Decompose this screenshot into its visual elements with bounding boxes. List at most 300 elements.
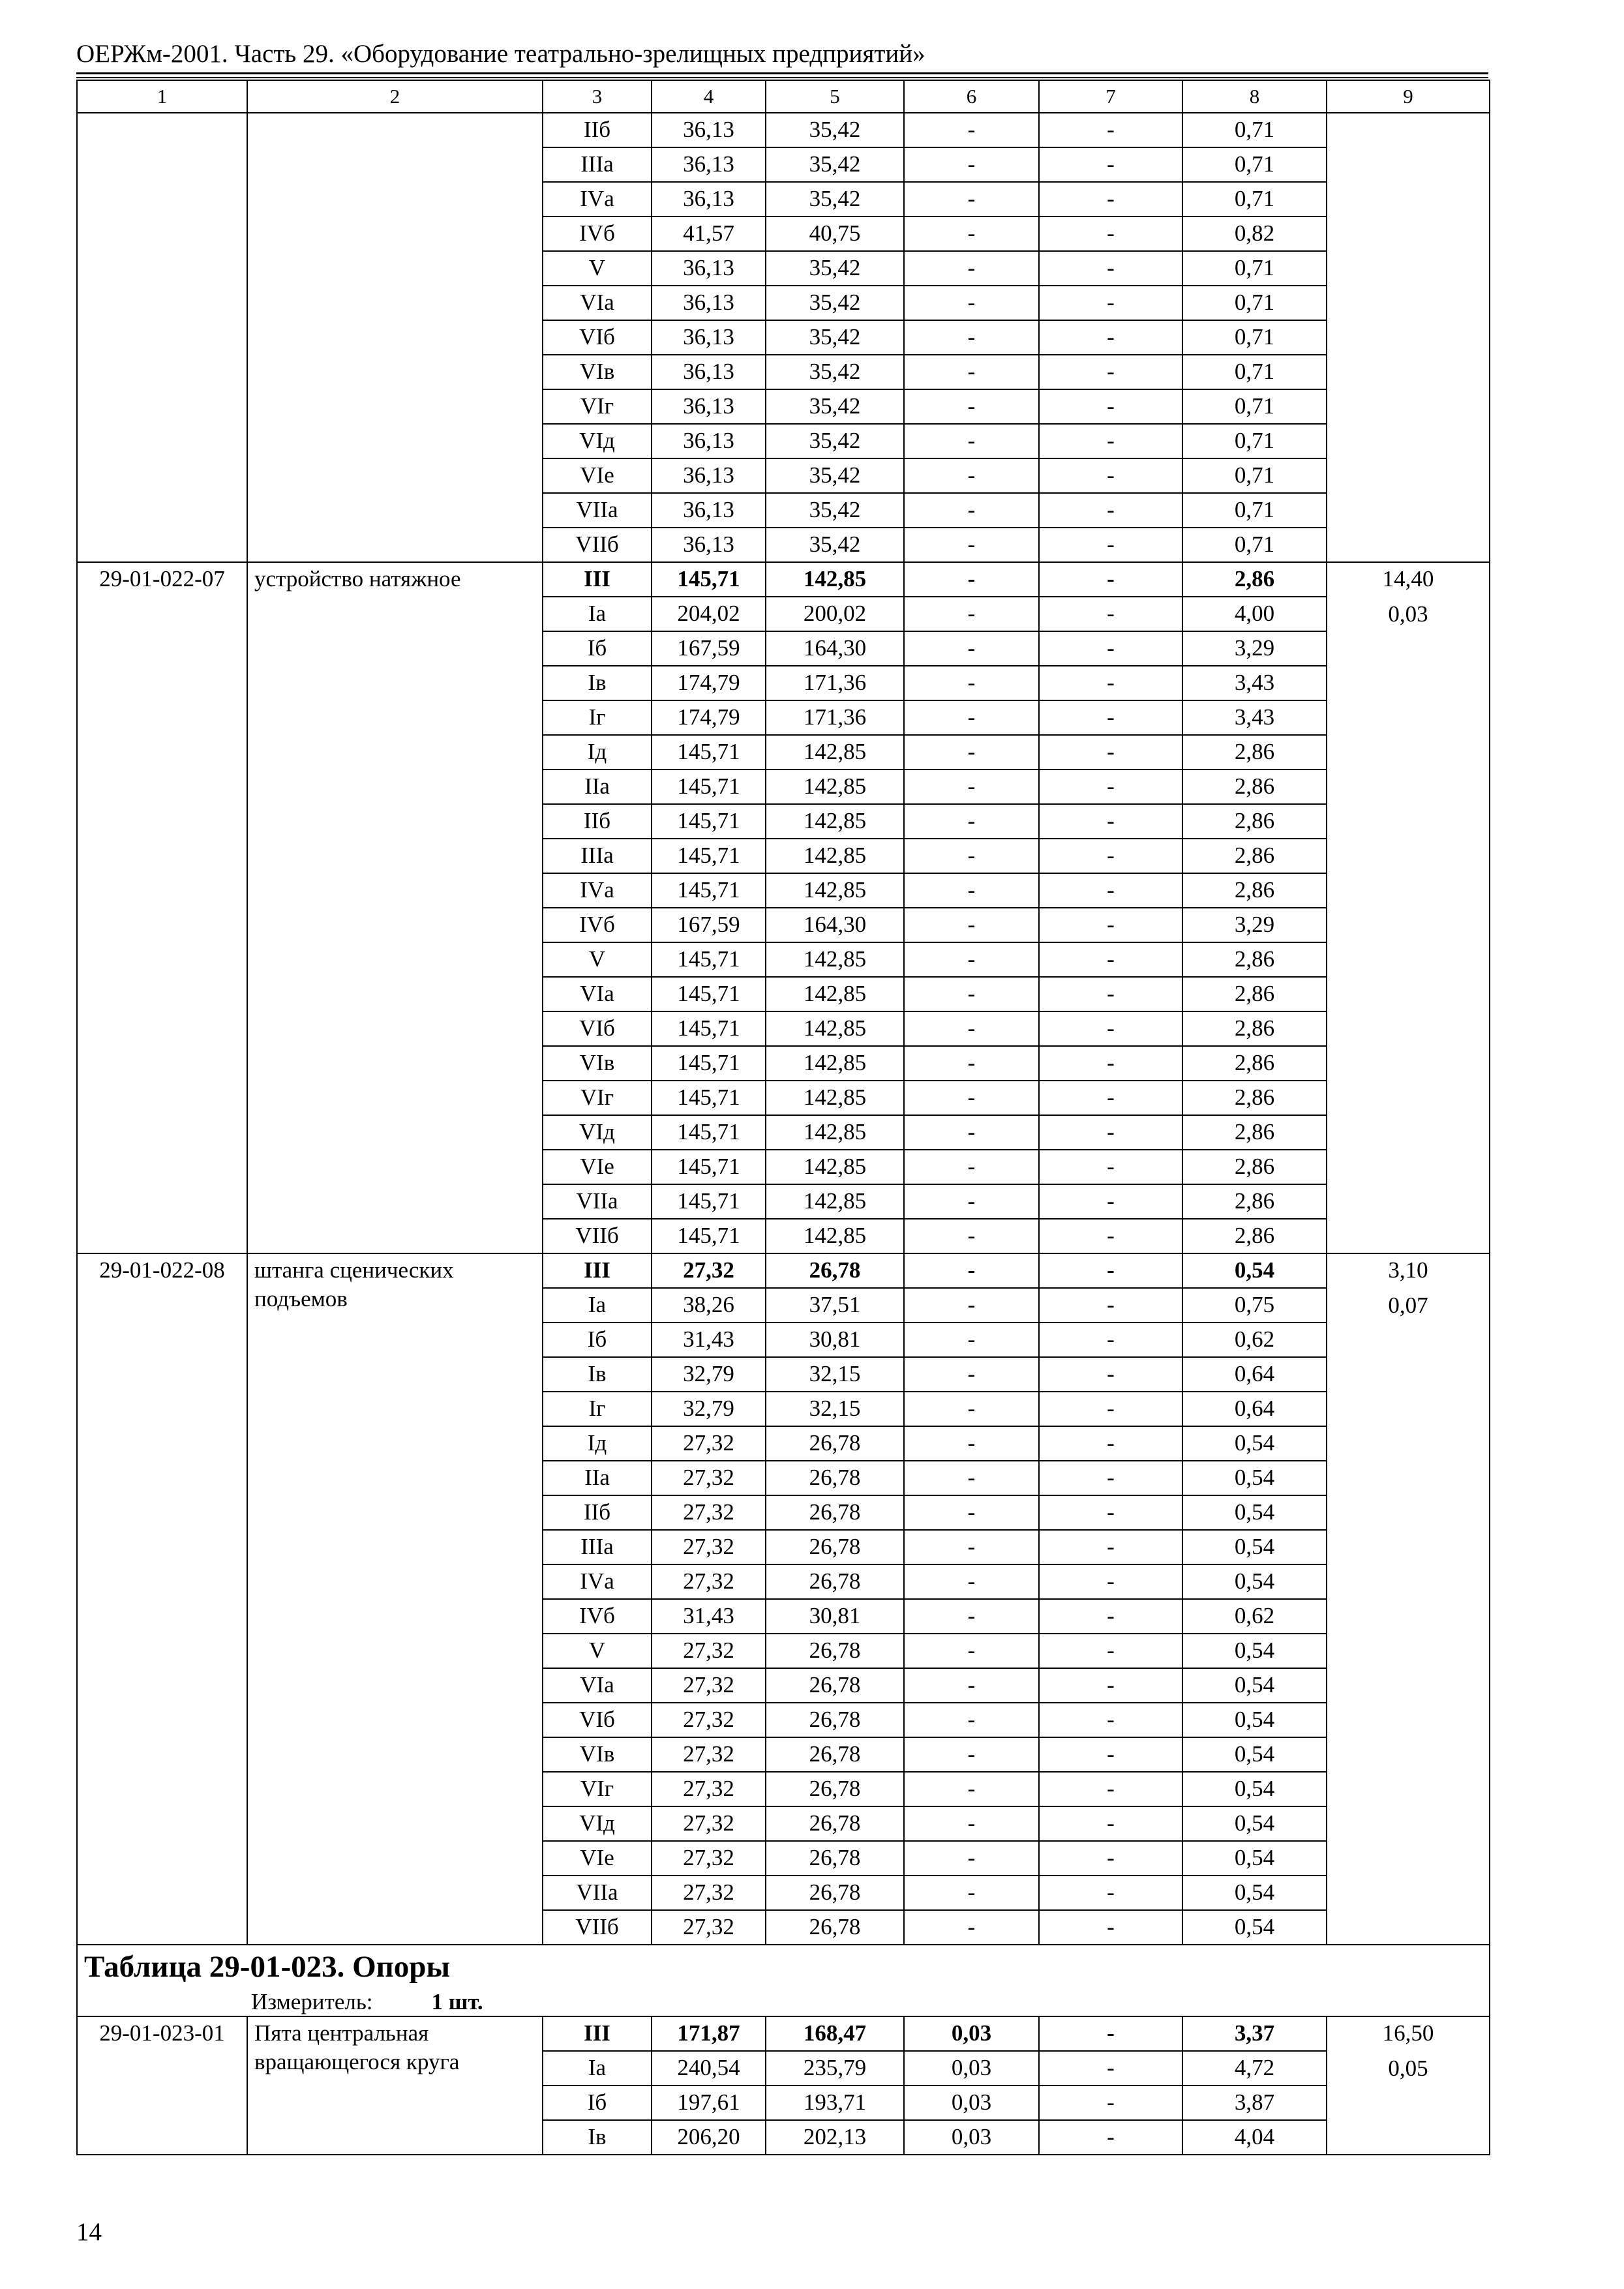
cell-col7: - [1039,942,1182,977]
cell-col6: - [904,1184,1039,1219]
cell-col4: 145,71 [652,1219,766,1253]
cell-col5: 142,85 [766,1046,904,1081]
cell-col3: IVб [543,217,652,251]
cell-col8: 0,54 [1182,1253,1327,1288]
cell-col4: 36,13 [652,493,766,528]
cell-col5: 35,42 [766,286,904,320]
cell-col7: - [1039,631,1182,666]
cell-col6: - [904,1737,1039,1772]
column-number: 4 [652,80,766,113]
cell-col7: - [1039,389,1182,424]
cell-col4: 145,71 [652,1011,766,1046]
cell-col7: - [1039,1806,1182,1841]
cell-col4: 27,32 [652,1634,766,1668]
cell-col5: 35,42 [766,528,904,562]
cell-col3: Iа [543,597,652,631]
cell-col6: - [904,735,1039,770]
col9-value: 14,40 [1382,566,1434,591]
cell-col6: - [904,1011,1039,1046]
cell-col5: 26,78 [766,1668,904,1703]
rate-name: штанга сценических подъемов [247,1253,543,1945]
cell-col3: IVб [543,1599,652,1634]
cell-col4: 36,13 [652,113,766,147]
column-number: 8 [1182,80,1327,113]
cell-col3: IIб [543,804,652,839]
section-title-cell [77,1945,1490,2016]
cell-col6: - [904,493,1039,528]
cell-col5: 142,85 [766,942,904,977]
cell-col5: 26,78 [766,1426,904,1461]
cell-col7: - [1039,1253,1182,1288]
cell-col5: 142,85 [766,1081,904,1115]
cell-col7: - [1039,1392,1182,1426]
cell-col4: 174,79 [652,700,766,735]
cell-col6: - [904,1668,1039,1703]
header-rule-double [76,77,1488,78]
cell-col6: - [904,977,1039,1011]
cell-col5: 26,78 [766,1841,904,1876]
cell-col3: Iб [543,631,652,666]
cell-col5: 142,85 [766,1011,904,1046]
cell-col6: 0,03 [904,2016,1039,2051]
cell-col6: - [904,1357,1039,1392]
cell-col6: - [904,839,1039,873]
cell-col3: IIа [543,770,652,804]
col9-value: 0,05 [1388,2056,1428,2081]
cell-col3: VIIб [543,1219,652,1253]
cell-col7: - [1039,251,1182,286]
cell-col4: 204,02 [652,597,766,631]
cell-col8: 2,86 [1182,1150,1327,1184]
cell-col8: 4,72 [1182,2051,1327,2086]
cell-col5: 142,85 [766,735,904,770]
cell-col8: 0,71 [1182,251,1327,286]
cell-col8: 0,71 [1182,147,1327,182]
cell-col7: - [1039,1737,1182,1772]
cell-col6: - [904,700,1039,735]
col9-value: 3,10 [1388,1257,1428,1283]
meter-value: 1 шт. [431,1989,483,2014]
cell-col5: 35,42 [766,182,904,217]
cell-col4: 27,32 [652,1530,766,1564]
cell-col6: - [904,942,1039,977]
cell-col4: 36,13 [652,528,766,562]
cell-col4: 206,20 [652,2120,766,2155]
cell-col6: - [904,1323,1039,1357]
cell-col4: 36,13 [652,355,766,389]
rate-code: 29-01-022-08 [77,1253,247,1945]
cell-col8: 3,43 [1182,666,1327,700]
cell-col3: IIIа [543,1530,652,1564]
cell-col5: 35,42 [766,493,904,528]
cell-col8: 0,62 [1182,1599,1327,1634]
cell-col5: 193,71 [766,2086,904,2120]
meter-label: Измеритель: [251,1989,373,2014]
cell-col6: - [904,1392,1039,1426]
cell-col8: 0,75 [1182,1288,1327,1323]
cell-col8: 4,04 [1182,2120,1327,2155]
cell-col4: 240,54 [652,2051,766,2086]
cell-col4: 27,32 [652,1461,766,1495]
cell-col5: 35,42 [766,320,904,355]
cell-col6: - [904,908,1039,942]
cell-col8: 0,71 [1182,493,1327,528]
cell-col8: 0,71 [1182,320,1327,355]
cell-col6: - [904,1081,1039,1115]
cell-col3: Iг [543,700,652,735]
cell-col3: Iв [543,1357,652,1392]
table-title: Таблица 29-01-023. Опоры [84,1950,451,1984]
cell-col3: IVа [543,873,652,908]
cell-col3: VIе [543,1841,652,1876]
cell-col5: 142,85 [766,1115,904,1150]
cell-col3: III [543,2016,652,2051]
cell-col4: 36,13 [652,182,766,217]
cell-col7: - [1039,1599,1182,1634]
cell-col4: 145,71 [652,977,766,1011]
cell-col3: IIб [543,1495,652,1530]
cell-col3: VIIа [543,493,652,528]
cell-col7: - [1039,528,1182,562]
column-number: 2 [247,80,543,113]
cell-col5: 26,78 [766,1703,904,1737]
cell-col7: - [1039,2051,1182,2086]
cell-col6: - [904,217,1039,251]
cell-col8: 3,29 [1182,908,1327,942]
cell-col8: 3,43 [1182,700,1327,735]
cell-col5: 202,13 [766,2120,904,2155]
cell-col7: - [1039,1876,1182,1910]
col9-cell [1327,2016,1490,2155]
cell-col8: 2,86 [1182,1046,1327,1081]
cell-col8: 0,71 [1182,182,1327,217]
table-row [77,562,1490,597]
cell-col5: 142,85 [766,804,904,839]
column-number: 3 [543,80,652,113]
cell-col8: 0,54 [1182,1703,1327,1737]
cell-col4: 36,13 [652,251,766,286]
cell-col3: VIIа [543,1876,652,1910]
cell-col8: 4,00 [1182,597,1327,631]
cell-col3: IIа [543,1461,652,1495]
cell-col8: 2,86 [1182,562,1327,597]
cell-col7: - [1039,2086,1182,2120]
rate-code: 29-01-023-01 [77,2016,247,2155]
cell-col4: 145,71 [652,1081,766,1115]
cell-col7: - [1039,1219,1182,1253]
cell-col8: 0,54 [1182,1772,1327,1806]
cell-col4: 36,13 [652,424,766,458]
cell-col7: - [1039,2120,1182,2155]
cell-col5: 142,85 [766,839,904,873]
cell-col3: VIв [543,1737,652,1772]
cell-col8: 2,86 [1182,1115,1327,1150]
cell-col5: 235,79 [766,2051,904,2086]
cell-col3: Iб [543,1323,652,1357]
cell-col5: 171,36 [766,700,904,735]
cell-col6: - [904,1495,1039,1530]
column-number: 5 [766,80,904,113]
cell-col7: - [1039,1288,1182,1323]
cell-col6: - [904,804,1039,839]
cell-col7: - [1039,1011,1182,1046]
cell-col8: 0,54 [1182,1461,1327,1495]
col9-cell [1327,562,1490,1253]
cell-col7: - [1039,320,1182,355]
cell-col7: - [1039,1703,1182,1737]
cell-col3: VIд [543,424,652,458]
cell-col8: 0,54 [1182,1530,1327,1564]
cell-col3: III [543,562,652,597]
cell-col8: 2,86 [1182,1081,1327,1115]
cell-col5: 32,15 [766,1392,904,1426]
cell-col6: - [904,424,1039,458]
cell-col7: - [1039,562,1182,597]
cell-col5: 171,36 [766,666,904,700]
cell-col3: VIа [543,977,652,1011]
cell-col7: - [1039,873,1182,908]
cell-col7: - [1039,977,1182,1011]
cell-col5: 35,42 [766,251,904,286]
cell-col6: - [904,1253,1039,1288]
cell-col3: Iд [543,1426,652,1461]
cell-col3: VIв [543,355,652,389]
cell-col5: 26,78 [766,1253,904,1288]
cell-col4: 145,71 [652,1046,766,1081]
cell-col4: 27,32 [652,1737,766,1772]
cell-col7: - [1039,1841,1182,1876]
rate-name: Пята центральная вращающегося круга [247,2016,543,2155]
cell-col8: 2,86 [1182,1219,1327,1253]
cell-col5: 26,78 [766,1772,904,1806]
cell-col6: - [904,355,1039,389]
cell-col4: 36,13 [652,286,766,320]
cell-col6: - [904,1461,1039,1495]
cell-col3: VIIа [543,1184,652,1219]
cell-col7: - [1039,217,1182,251]
cell-col6: - [904,182,1039,217]
cell-col6: - [904,1634,1039,1668]
cell-col7: - [1039,286,1182,320]
cell-col7: - [1039,1184,1182,1219]
cell-col8: 0,54 [1182,1634,1327,1668]
cell-col6: - [904,562,1039,597]
cell-col8: 2,86 [1182,735,1327,770]
cell-col3: VIIб [543,1910,652,1945]
column-number: 6 [904,80,1039,113]
cell-col4: 36,13 [652,320,766,355]
cell-col5: 142,85 [766,1219,904,1253]
cell-col6: - [904,286,1039,320]
rate-code: 29-01-022-07 [77,562,247,1253]
cell-col7: - [1039,1357,1182,1392]
cell-col3: VIIб [543,528,652,562]
cell-col8: 0,54 [1182,1668,1327,1703]
cell-col4: 36,13 [652,458,766,493]
column-number: 7 [1039,80,1182,113]
col9-value: 0,07 [1388,1293,1428,1318]
cell-col8: 0,71 [1182,458,1327,493]
cell-col4: 145,71 [652,1115,766,1150]
cell-col4: 145,71 [652,562,766,597]
col9-value: 0,03 [1388,601,1428,627]
cell-col5: 26,78 [766,1564,904,1599]
page-number: 14 [76,2218,102,2246]
cell-col6: - [904,251,1039,286]
cell-col7: - [1039,1668,1182,1703]
cell-col4: 145,71 [652,804,766,839]
cell-col8: 0,54 [1182,1564,1327,1599]
cell-col7: - [1039,1426,1182,1461]
cell-col8: 0,54 [1182,1876,1327,1910]
cell-col8: 3,37 [1182,2016,1327,2051]
cell-col5: 35,42 [766,424,904,458]
cell-col3: Iа [543,2051,652,2086]
cell-col8: 3,87 [1182,2086,1327,2120]
cell-col3: IVа [543,1564,652,1599]
col9-empty [1327,113,1490,562]
cell-col3: VIб [543,1011,652,1046]
cell-col7: - [1039,458,1182,493]
cell-col4: 145,71 [652,1150,766,1184]
cell-col5: 26,78 [766,1876,904,1910]
cell-col6: - [904,1841,1039,1876]
cell-col5: 142,85 [766,770,904,804]
cell-col3: VIе [543,458,652,493]
cell-col7: - [1039,1530,1182,1564]
cell-col3: VIг [543,1081,652,1115]
cell-col4: 27,32 [652,1703,766,1737]
cell-col8: 0,71 [1182,113,1327,147]
cell-col6: - [904,1806,1039,1841]
cell-col8: 0,82 [1182,217,1327,251]
cell-col4: 197,61 [652,2086,766,2120]
cell-col8: 0,71 [1182,286,1327,320]
col9-value: 16,50 [1382,2020,1434,2046]
cell-col5: 164,30 [766,631,904,666]
column-number: 1 [77,80,247,113]
cell-col3: Iб [543,2086,652,2120]
cell-col8: 2,86 [1182,770,1327,804]
cell-col3: Iа [543,1288,652,1323]
cell-col3: VIб [543,1703,652,1737]
cell-col7: - [1039,1150,1182,1184]
cell-col8: 2,86 [1182,977,1327,1011]
cell-col6: - [904,1115,1039,1150]
cell-col7: - [1039,147,1182,182]
cell-col5: 142,85 [766,562,904,597]
cell-col4: 41,57 [652,217,766,251]
cell-col6: - [904,458,1039,493]
cell-col5: 35,42 [766,389,904,424]
cell-col5: 142,85 [766,873,904,908]
cell-col5: 142,85 [766,1150,904,1184]
cell-col6: - [904,770,1039,804]
cell-col6: - [904,1426,1039,1461]
table-row [77,1253,1490,1288]
cell-col7: - [1039,839,1182,873]
cell-col5: 26,78 [766,1910,904,1945]
cell-col7: - [1039,424,1182,458]
cell-col7: - [1039,493,1182,528]
cell-col8: 2,86 [1182,1011,1327,1046]
cell-col7: - [1039,1046,1182,1081]
cell-col3: IVа [543,182,652,217]
cell-col4: 145,71 [652,942,766,977]
cell-col8: 0,71 [1182,355,1327,389]
cell-col4: 31,43 [652,1599,766,1634]
column-number: 9 [1327,80,1490,113]
cell-col6: - [904,528,1039,562]
cell-col5: 26,78 [766,1806,904,1841]
cell-col8: 0,62 [1182,1323,1327,1357]
cell-col4: 38,26 [652,1288,766,1323]
cell-col7: - [1039,666,1182,700]
cell-col6: - [904,666,1039,700]
cell-col6: - [904,1150,1039,1184]
cell-col6: - [904,1046,1039,1081]
cell-col4: 32,79 [652,1392,766,1426]
cell-col5: 168,47 [766,2016,904,2051]
table-row [77,2016,1490,2051]
cell-col4: 27,32 [652,1564,766,1599]
cell-col6: - [904,1703,1039,1737]
cell-col4: 167,59 [652,908,766,942]
cell-col4: 171,87 [652,2016,766,2051]
cell-col7: - [1039,1115,1182,1150]
cell-col8: 0,54 [1182,1737,1327,1772]
table-row [77,113,1490,147]
cell-col3: VIа [543,286,652,320]
cell-col7: - [1039,2016,1182,2051]
meter-line [78,1988,1489,2016]
cell-col7: - [1039,1634,1182,1668]
cell-col5: 26,78 [766,1530,904,1564]
cell-col7: - [1039,182,1182,217]
cell-col3: III [543,1253,652,1288]
header-rule [76,72,1488,74]
cell-col6: - [904,147,1039,182]
cell-col6: - [904,1772,1039,1806]
cell-col7: - [1039,1564,1182,1599]
cell-col5: 26,78 [766,1461,904,1495]
cell-col3: Iв [543,666,652,700]
cell-col8: 0,54 [1182,1495,1327,1530]
cell-col6: - [904,1288,1039,1323]
rate-code-empty [77,113,247,562]
cell-col8: 2,86 [1182,839,1327,873]
cell-col3: VIа [543,1668,652,1703]
cell-col8: 0,54 [1182,1841,1327,1876]
cell-col8: 0,54 [1182,1806,1327,1841]
cell-col7: - [1039,804,1182,839]
cell-col4: 27,32 [652,1876,766,1910]
cell-col8: 0,54 [1182,1910,1327,1945]
cell-col8: 3,29 [1182,631,1327,666]
cell-col5: 200,02 [766,597,904,631]
cell-col7: - [1039,1461,1182,1495]
cell-col8: 0,64 [1182,1392,1327,1426]
cell-col8: 0,71 [1182,389,1327,424]
cell-col5: 26,78 [766,1495,904,1530]
cell-col5: 32,15 [766,1357,904,1392]
cell-col6: - [904,320,1039,355]
cell-col4: 27,32 [652,1426,766,1461]
cell-col7: - [1039,355,1182,389]
cell-col4: 145,71 [652,735,766,770]
rates-table [76,80,1490,2155]
cell-col5: 142,85 [766,1184,904,1219]
